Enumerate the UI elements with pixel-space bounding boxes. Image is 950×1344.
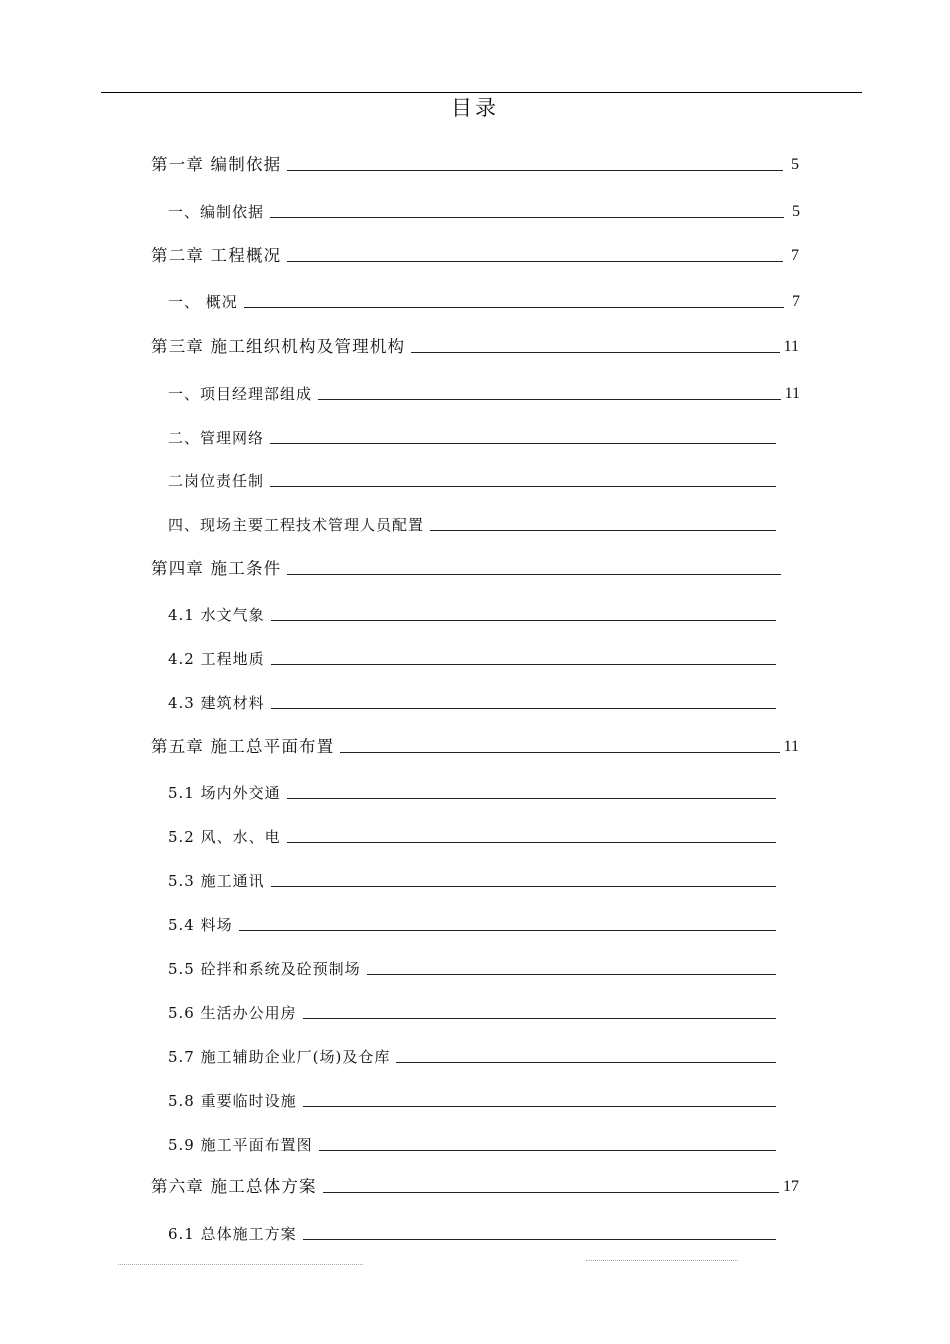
toc-entry-section[interactable] <box>168 1087 792 1111</box>
toc-entry-label: 6.1 总体施工方案 <box>168 1225 297 1243</box>
toc-entry-label: 5.6 生活办公用房 <box>168 1004 297 1022</box>
toc-entry-label: 5.4 料场 <box>168 916 233 934</box>
toc-leader-line <box>396 1061 776 1063</box>
toc-leader-line <box>318 398 781 400</box>
toc-leader-line <box>270 216 784 218</box>
toc-page-number: 11 <box>783 738 799 755</box>
toc-entry-label: 5.7 施工辅助企业厂(场)及仓库 <box>168 1048 391 1066</box>
toc-entry-label: 5.5 砼拌和系统及砼预制场 <box>168 960 361 978</box>
toc-leader-line <box>319 1149 776 1151</box>
toc-entry-label: 第五章 施工总平面布置 <box>151 737 335 756</box>
toc-leader-line <box>271 663 776 665</box>
toc-leader-line <box>271 885 776 887</box>
toc-entry-label: 5.2 风、水、电 <box>168 828 281 846</box>
toc-entry-label: 4.1 水文气象 <box>168 606 265 624</box>
toc-page-number: 7 <box>791 247 799 264</box>
toc-entry-label: 第一章 编制依据 <box>151 155 282 174</box>
toc-entry-label: 二、管理网络 <box>168 429 265 447</box>
toc-entry-label: 第三章 施工组织机构及管理机构 <box>151 337 406 356</box>
toc-entry-label: 5.9 施工平面布置图 <box>168 1136 313 1154</box>
toc-entry-section[interactable] <box>168 467 792 491</box>
toc-entry-chapter-6[interactable] <box>151 1173 799 1197</box>
toc-leader-line <box>340 751 779 753</box>
toc-entry-label: 四、现场主要工程技术管理人员配置 <box>168 516 425 534</box>
toc-leader-line <box>287 841 776 843</box>
toc-leader-line <box>270 485 776 487</box>
toc-entry-section[interactable] <box>168 645 792 669</box>
toc-entry-label: 第二章 工程概况 <box>151 246 282 265</box>
toc-page-number: 11 <box>783 338 799 355</box>
toc-entry-section[interactable] <box>168 288 800 312</box>
toc-leader-line <box>239 929 776 931</box>
toc-page-number: 5 <box>792 203 800 220</box>
toc-leader-line <box>367 973 776 975</box>
toc-page-number: 7 <box>792 293 800 310</box>
toc-entry-section[interactable] <box>168 511 792 535</box>
toc-entry-section[interactable] <box>168 1043 792 1067</box>
toc-entry-section[interactable] <box>168 689 792 713</box>
toc-entry-label: 一、编制依据 <box>168 203 265 221</box>
toc-entry-label: 一、 概况 <box>168 293 238 311</box>
toc-entry-section[interactable] <box>168 380 800 404</box>
footer-dotted-rule-left <box>118 1264 363 1265</box>
toc-entry-label: 4.3 建筑材料 <box>168 694 265 712</box>
toc-entry-section[interactable] <box>168 1220 792 1244</box>
toc-entry-label: 一、项目经理部组成 <box>168 385 313 403</box>
toc-entry-label: 5.1 场内外交通 <box>168 784 281 802</box>
toc-entry-section[interactable] <box>168 1131 792 1155</box>
page-title: 目录 <box>451 96 499 120</box>
toc-entry-chapter-3[interactable] <box>151 333 799 357</box>
toc-leader-line <box>287 797 776 799</box>
toc-entry-chapter-5[interactable] <box>151 733 799 757</box>
footer-dotted-rule-right <box>586 1260 738 1261</box>
toc-entry-label: 第四章 施工条件 <box>151 559 282 578</box>
toc-leader-line <box>287 260 783 262</box>
toc-entry-section[interactable] <box>168 911 792 935</box>
toc-entry-chapter-2[interactable] <box>151 242 799 266</box>
toc-entry-section[interactable] <box>168 999 792 1023</box>
toc-entry-label: 第六章 施工总体方案 <box>151 1177 317 1196</box>
toc-entry-section[interactable] <box>168 867 792 891</box>
toc-page-number: 11 <box>784 385 800 402</box>
toc-leader-line <box>303 1017 776 1019</box>
toc-entry-label: 二岗位责任制 <box>168 472 265 490</box>
toc-entry-section[interactable] <box>168 955 792 979</box>
toc-leader-line <box>411 351 779 353</box>
toc-leader-line <box>287 169 783 171</box>
toc-entry-label: 5.8 重要临时设施 <box>168 1092 297 1110</box>
toc-leader-line <box>303 1105 776 1107</box>
toc-leader-line <box>323 1191 779 1193</box>
toc-entry-chapter-4[interactable] <box>151 555 797 579</box>
toc-page-number: 5 <box>791 156 799 173</box>
toc-leader-line <box>244 306 784 308</box>
toc-entry-chapter-1[interactable] <box>151 151 799 175</box>
toc-leader-line <box>430 529 776 531</box>
toc-leader-line <box>271 619 776 621</box>
toc-entry-label: 5.3 施工通讯 <box>168 872 265 890</box>
toc-entry-label: 4.2 工程地质 <box>168 650 265 668</box>
toc-page-number: 17 <box>783 1178 799 1195</box>
toc-leader-line <box>270 442 776 444</box>
toc-leader-line <box>287 573 781 575</box>
toc-entry-section[interactable] <box>168 601 792 625</box>
toc-leader-line <box>271 707 776 709</box>
toc-entry-section[interactable] <box>168 779 792 803</box>
toc-entry-section[interactable] <box>168 198 800 222</box>
toc-entry-section[interactable] <box>168 424 792 448</box>
toc-leader-line <box>303 1238 776 1240</box>
toc-entry-section[interactable] <box>168 823 792 847</box>
